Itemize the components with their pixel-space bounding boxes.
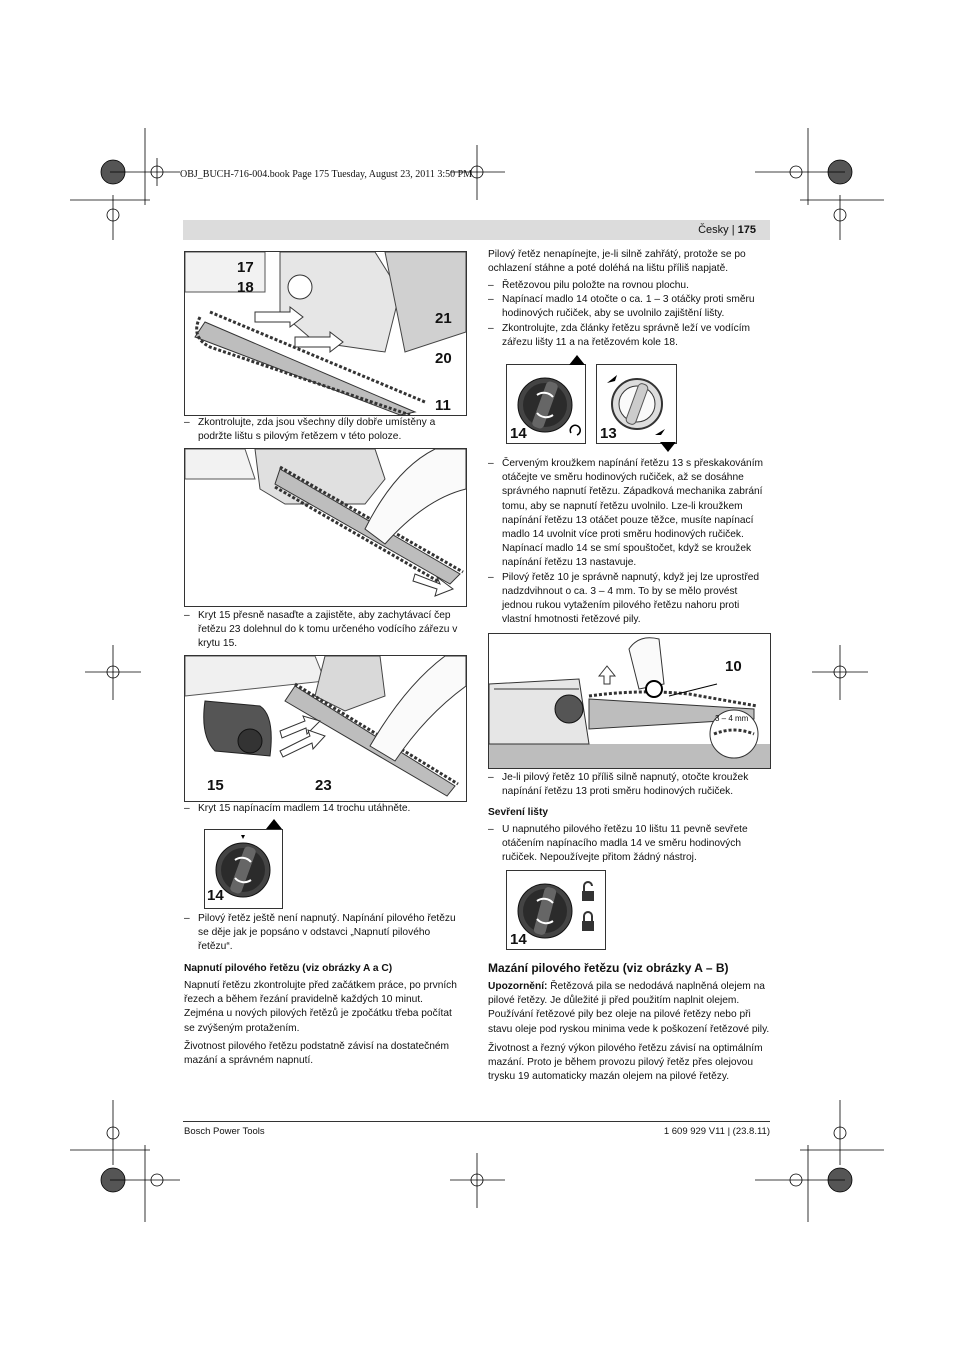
right-bullets-2: – Červeným kroužkem napínání řetězu 13 s přeskakováním otáčejte ve směru hodinových ručiček, až se dosáhne správného napnutí řetězu. Západková mechanika zabrání tomu, aby se napnutí řetězu uvolnilo. Lze-li kroužkem napínání řetězu 13 otáčet pouze těžce, musíte napínací madlo 14 uvolnit více proti směru hodinových ručiček. Napínací madlo 14 se smí spouštočet, když se kroužek napínání řetězu 13 nastavuje. – Pilový řetěz 10 je správně napnutý, když jej lze uprostřed nadzdvihnout o ca. 3 – 4 mm. To by se mělo provést jednou rukou vytažením pilového řetězu nahoru proti vlastní hmotnosti řetězové pily. xyxy=(488,458,764,626)
figure-ring-13 xyxy=(596,364,677,444)
left-bullet-2: – Kryt 15 přesně nasaďte a zajistěte, aby zachytávací čep řetězu 23 dolehnul do k tomu určeného vodícího zářezu v krytu 15. xyxy=(184,610,458,650)
left-bullet-4: – Pilový řetěz ještě není napnutý. Napínání pilového řetězu se děje jak je popsáno v odstavci „Napnutí pilového řetězu“. xyxy=(184,913,456,953)
fig1-label-11: 11 xyxy=(435,397,451,414)
print-slug: OBJ_BUCH-716-004.book Page 175 Tuesday, August 23, 2011 3:50 PM xyxy=(180,169,473,180)
right-bullets-1: – Řetězovou pilu položte na rovnou plochu. – Napínací madlo 14 otočte o ca. 1 – 3 otáčky proti směru hodinových ručiček, aby se uvolnilo zajištění lišty. – Zkontrolujte, zda články řetězu správně leží ve vodícím zářezu lišty 11 a na řetězovém kole 18. xyxy=(488,280,755,348)
footer-left: Bosch Power Tools xyxy=(184,1126,265,1137)
fig4-label-14: 14 xyxy=(207,887,224,904)
fig6-dimension-label: 3 – 4 mm xyxy=(715,714,749,723)
left-bullet-1: – Zkontrolujte, zda jsou všechny díly dobře umístěny a podržte lištu s pilovým řetězem v této poloze. xyxy=(184,417,436,443)
fig1-label-18: 18 xyxy=(237,279,254,296)
figure-hold-bar xyxy=(184,448,467,607)
header-language: Česky xyxy=(698,224,729,236)
fig3-label-15: 15 xyxy=(207,777,224,794)
footer-right: 1 609 929 V11 | (23.8.11) xyxy=(663,1126,770,1137)
right-note: Upozornění: Řetězová pila se nedodává naplněná olejem na pilové řetězy. Je důležité ji před použitím naplnit olejem. Používání řetězové pily bez oleje na pilové řetězy nebo při stavu oleje pod ryskou minima vede k poškození řetězové pily. xyxy=(488,981,770,1035)
figure-cover-mounting xyxy=(184,655,467,802)
figure-lock-knob-14 xyxy=(506,870,606,950)
chainsaw-parts-illustration xyxy=(185,252,466,415)
figure-tension-knob-14 xyxy=(204,829,283,909)
fig1-label-17: 17 xyxy=(237,259,254,276)
right-subheading-bar-clamp: Sevření lišty xyxy=(488,807,549,818)
right-bullet-6: – Je-li pilový řetěz 10 příliš silně napnutý, otočte kroužek napínání řetězu 13 proti směru hodinových ručiček. xyxy=(488,772,749,798)
left-paragraph-1: Napnutí řetězu zkontrolujte před začátkem práce, po prvních řezech a během řezání pravidelně každých 10 minut. Zejména u nových pilových řetězů je zpočátku třeba počítat se zvýšeným protažením. xyxy=(184,980,457,1034)
fig5-label-13: 13 xyxy=(600,425,617,442)
left-bullet-3: – Kryt 15 napínacím madlem 14 trochu utáhněte. xyxy=(184,803,411,814)
fig1-label-20: 20 xyxy=(435,350,452,367)
corner-triangle xyxy=(569,355,585,365)
fig6-label-10: 10 xyxy=(725,658,742,675)
header-bar xyxy=(183,220,770,240)
page-number: 175 xyxy=(737,224,756,236)
fig3-label-23: 23 xyxy=(315,777,332,794)
corner-triangle xyxy=(266,819,282,829)
figure-chain-lift xyxy=(488,633,771,769)
right-paragraph-2: Životnost a řezný výkon pilového řetězu závisí na optimálním mazání. Proto je během provozu pilový řetěz přes olejovou trysku 19 automaticky mazán olejem na pilové řetězy. xyxy=(488,1043,763,1083)
figure-bar-mounting xyxy=(184,251,467,416)
right-paragraph-1: Pilový řetěz nenapínejte, je-li silně zahřátý, protože se po ochlazení stáhne a poté doléhá na lištu příliš napjatě. xyxy=(488,249,746,275)
page-header: Česky | 175 xyxy=(698,224,756,236)
figure-knob-14 xyxy=(506,364,586,444)
chain-lift-illustration xyxy=(489,634,770,768)
right-section-heading-lubrication: Mazání pilového řetězu (viz obrázky A – B) xyxy=(488,961,729,975)
fig7-label-14: 14 xyxy=(510,931,527,948)
hold-bar-illustration xyxy=(185,449,466,606)
footer-rule xyxy=(183,1121,770,1122)
left-subheading-chain-tension: Napnutí pilového řetězu (viz obrázky A a C) xyxy=(184,963,393,974)
right-bullet-7: – U napnutého pilového řetězu 10 lištu 11 pevně sevřete otáčením napínacího madla 14 ve směru hodinových ručiček. Nepoužívejte přitom žádný nástroj. xyxy=(488,824,748,864)
fig5-label-14: 14 xyxy=(510,425,527,442)
fig1-label-21: 21 xyxy=(435,310,452,327)
left-paragraph-2: Životnost pilového řetězu podstatně závisí na dostatečném mazání a správném napnutí. xyxy=(184,1041,450,1067)
corner-triangle xyxy=(660,442,676,452)
